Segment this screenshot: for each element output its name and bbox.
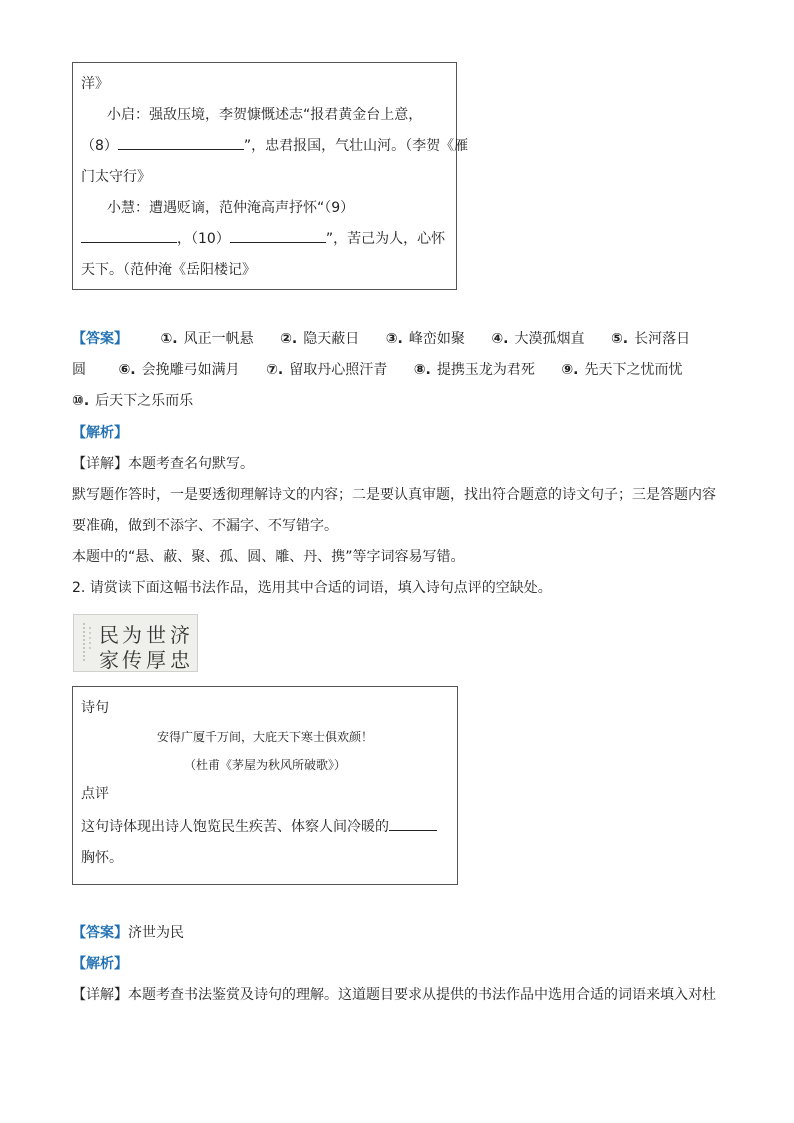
comment-line2: 胸怀。 [81, 850, 123, 866]
detail-text: 本题考查名句默写。 [128, 456, 254, 472]
box1-line1: 洋》 [81, 76, 109, 92]
blank10-label: ，（10） [177, 231, 230, 247]
calligraphy-char: 民 [99, 623, 119, 647]
answer-num: ⑦. [266, 362, 284, 378]
answer1-line2 [72, 360, 683, 380]
answer-item [561, 360, 682, 380]
calligraphy-char: 家 [99, 648, 119, 672]
calligraphy-char: 忠 [170, 648, 190, 672]
answer-text: 风正一帆悬 [183, 331, 254, 347]
analysis2-detail [72, 985, 716, 1005]
poem-line: 安得广厦千万间，大庇天下寒士俱欢颜！ [156, 730, 373, 744]
calligraphy-image [73, 614, 198, 672]
question-2: 2. 请赏读下面这幅书法作品，选用其中合适的词语，填入诗句点评的空缺处。 [72, 580, 552, 596]
answer-text: 提携玉龙为君死 [436, 362, 535, 378]
comment-blank [389, 814, 437, 831]
answer-item [280, 329, 359, 349]
answer-tag: 【答案】 [72, 925, 128, 941]
answer-num: ⑩. [72, 393, 90, 409]
poem-fill-box [72, 62, 469, 290]
answer-num: ③. [385, 331, 403, 347]
answer-item [491, 329, 584, 349]
answer-text: 后天下之乐而乐 [95, 393, 194, 409]
box1-line3-text: ”，忠君报国，气壮山河。（李贺《雁 [243, 138, 469, 154]
answer-num: ⑤. [610, 331, 629, 347]
blank-9 [81, 226, 177, 243]
answer-item [611, 329, 690, 349]
answer-item [160, 329, 253, 349]
answer-item [414, 360, 535, 380]
box1-line3 [81, 131, 469, 162]
box1-line5: 小慧：遭遇贬谪，范仲淹高声抒怀“（9） [107, 200, 355, 216]
poem-source: （杜甫《茅屋为秋风所破歌》） [183, 758, 346, 772]
answer-tag: 【答案】 [72, 331, 128, 347]
answer-item [118, 360, 239, 380]
blank-8 [118, 133, 244, 150]
answer-text-cont: 圆 [72, 362, 86, 378]
answer-text: 峰峦如聚 [408, 331, 465, 347]
detail-tag: 【详解】 [72, 987, 128, 1003]
answer-num: ④. [491, 331, 509, 347]
answer-num: ①. [160, 331, 178, 347]
box1-line6-text: ”，苦己为人，心怀 [325, 231, 446, 247]
answer2-line [72, 923, 184, 943]
box1-line2: 小启：强敌压境，李贺慷慨述志“报君黄金台上意， [107, 107, 423, 123]
blank8-label: （8） [81, 138, 118, 154]
comment-label: 点评 [81, 786, 109, 802]
poem-comment-box [72, 686, 458, 885]
answer-text: 济世为民 [128, 925, 184, 941]
answer-num: ⑧. [413, 362, 431, 378]
comment-text: 这句诗体现出诗人饱览民生疾苦、体察人间冷暖的 [81, 819, 389, 835]
analysis2-tag: 【解析】 [72, 956, 128, 972]
detail-text: 本题考查书法鉴赏及诗句的理解。这道题目要求从提供的书法作品中选用合适的词语来填入对杜 [128, 987, 716, 1003]
blank-10 [230, 226, 326, 243]
box1-line6 [81, 224, 448, 255]
answer-num: ⑥. [118, 362, 136, 378]
answer-text: 长河落日 [634, 331, 691, 347]
answer1-line1 [72, 329, 690, 349]
calligraphy-char: 济 [170, 623, 190, 647]
analysis-tag: 【解析】 [72, 425, 128, 441]
answer-text: 大漠孤烟直 [514, 331, 585, 347]
answer-item [266, 360, 387, 380]
poem-label: 诗句 [81, 700, 109, 716]
detail-tag: 【详解】 [72, 456, 128, 472]
answer-num: ⑨. [561, 362, 579, 378]
signature-mark [80, 621, 94, 667]
answer-text: 先天下之忧而忧 [584, 362, 683, 378]
comment-line [81, 814, 449, 838]
box1-line7: 天下。（范仲淹《岳阳楼记》 [81, 262, 256, 278]
analysis-detail [72, 454, 254, 474]
box1-line4: 门太守行》 [81, 169, 151, 185]
answer1-line3 [72, 391, 193, 411]
answer-text: 留取丹心照汗青 [289, 362, 388, 378]
calligraphy-char: 为 [122, 623, 142, 647]
analysis-para2: 要准确，做到不添字、不漏字、不写错字。 [72, 518, 338, 534]
calligraphy-char: 世 [146, 623, 166, 647]
calligraphy-char: 厚 [146, 648, 166, 672]
analysis-para3: 本题中的“悬、蔽、聚、孤、圆、雕、丹、携”等字词容易写错。 [72, 549, 465, 565]
calligraphy-char: 传 [122, 648, 142, 672]
answer-text: 隐天蔽日 [303, 331, 360, 347]
answer-item [386, 329, 465, 349]
analysis-para1: 默写题作答时，一是要透彻理解诗文的内容；二是要认真审题，找出符合题意的诗文句子；三是答题内容 [72, 487, 716, 503]
answer-text: 会挽雕弓如满月 [141, 362, 240, 378]
answer-num: ②. [280, 331, 298, 347]
